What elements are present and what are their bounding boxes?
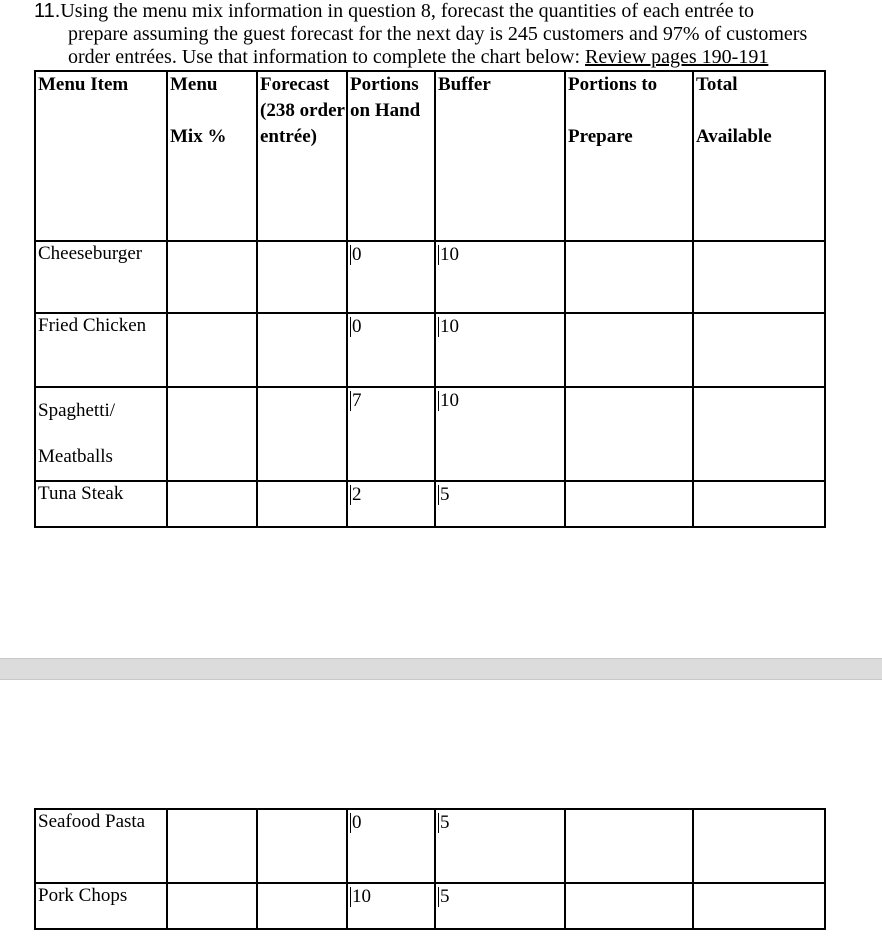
cell-buffer: 10: [435, 313, 565, 387]
cell-buffer: 5: [435, 481, 565, 527]
cell-to-prepare[interactable]: [565, 809, 693, 883]
table-header-row: [35, 71, 825, 241]
table-row: [35, 481, 825, 527]
cell-menu-item: Pork Chops: [35, 883, 167, 929]
table-row: [35, 241, 825, 313]
cell-menu-mix[interactable]: [167, 313, 257, 387]
forecast-table-page-2: [34, 808, 826, 930]
cell-on-hand: 0: [347, 809, 435, 883]
cell-buffer: 5: [435, 809, 565, 883]
question-line-3: order entrées. Use that information to complete the chart below: Review pages 190-191: [68, 46, 769, 68]
header-forecast: Forecast (238 order entrée): [257, 71, 347, 241]
cell-total-available[interactable]: [693, 387, 825, 481]
cell-total-available[interactable]: [693, 313, 825, 387]
table-row: [35, 387, 825, 481]
header-total-available: Total Available: [693, 71, 825, 241]
header-menu-item: Menu Item: [35, 71, 167, 241]
cell-to-prepare[interactable]: [565, 241, 693, 313]
table-row: [35, 809, 825, 883]
cell-forecast[interactable]: [257, 883, 347, 929]
cell-to-prepare[interactable]: [565, 313, 693, 387]
cell-on-hand: 7: [347, 387, 435, 481]
cell-buffer: 10: [435, 241, 565, 313]
cell-forecast[interactable]: [257, 387, 347, 481]
cell-total-available[interactable]: [693, 481, 825, 527]
question-line-2: prepare assuming the guest forecast for the next day is 245 customers and 97% of customers: [68, 23, 808, 45]
table-row: [35, 883, 825, 929]
cell-menu-mix[interactable]: [167, 241, 257, 313]
cell-forecast[interactable]: [257, 241, 347, 313]
cell-on-hand: 10: [347, 883, 435, 929]
review-pages-reference: Review pages 190-191: [585, 46, 769, 68]
forecast-table-page-1: [34, 70, 826, 528]
cell-on-hand: 0: [347, 313, 435, 387]
cell-menu-item: Cheeseburger: [35, 241, 167, 313]
cell-to-prepare[interactable]: [565, 387, 693, 481]
table-row: [35, 313, 825, 387]
question-number: 11.: [34, 0, 61, 22]
cell-on-hand: 2: [347, 481, 435, 527]
cell-total-available[interactable]: [693, 883, 825, 929]
header-portions-on-hand: Portions on Hand: [347, 71, 435, 241]
cell-menu-mix[interactable]: [167, 387, 257, 481]
cell-total-available[interactable]: [693, 809, 825, 883]
header-portions-to-prepare: Portions to Prepare: [565, 71, 693, 241]
header-buffer: Buffer: [435, 71, 565, 241]
cell-to-prepare[interactable]: [565, 883, 693, 929]
cell-menu-mix[interactable]: [167, 481, 257, 527]
cell-buffer: 5: [435, 883, 565, 929]
cell-forecast[interactable]: [257, 481, 347, 527]
cell-buffer: 10: [435, 387, 565, 481]
question-line-1: 11.Using the menu mix information in question 8, forecast the quantities of each entrée to: [34, 0, 755, 22]
cell-total-available[interactable]: [693, 241, 825, 313]
cell-menu-item: Spaghetti/ Meatballs: [35, 387, 167, 481]
cell-menu-mix[interactable]: [167, 809, 257, 883]
cell-menu-item: Fried Chicken: [35, 313, 167, 387]
cell-to-prepare[interactable]: [565, 481, 693, 527]
cell-menu-mix[interactable]: [167, 883, 257, 929]
cell-menu-item: Seafood Pasta: [35, 809, 167, 883]
cell-menu-item: Tuna Steak: [35, 481, 167, 527]
cell-forecast[interactable]: [257, 809, 347, 883]
question-text: [34, 0, 879, 69]
cell-forecast[interactable]: [257, 313, 347, 387]
cell-on-hand: 0: [347, 241, 435, 313]
header-menu-mix: Menu Mix %: [167, 71, 257, 241]
page-break-divider: [0, 658, 882, 680]
